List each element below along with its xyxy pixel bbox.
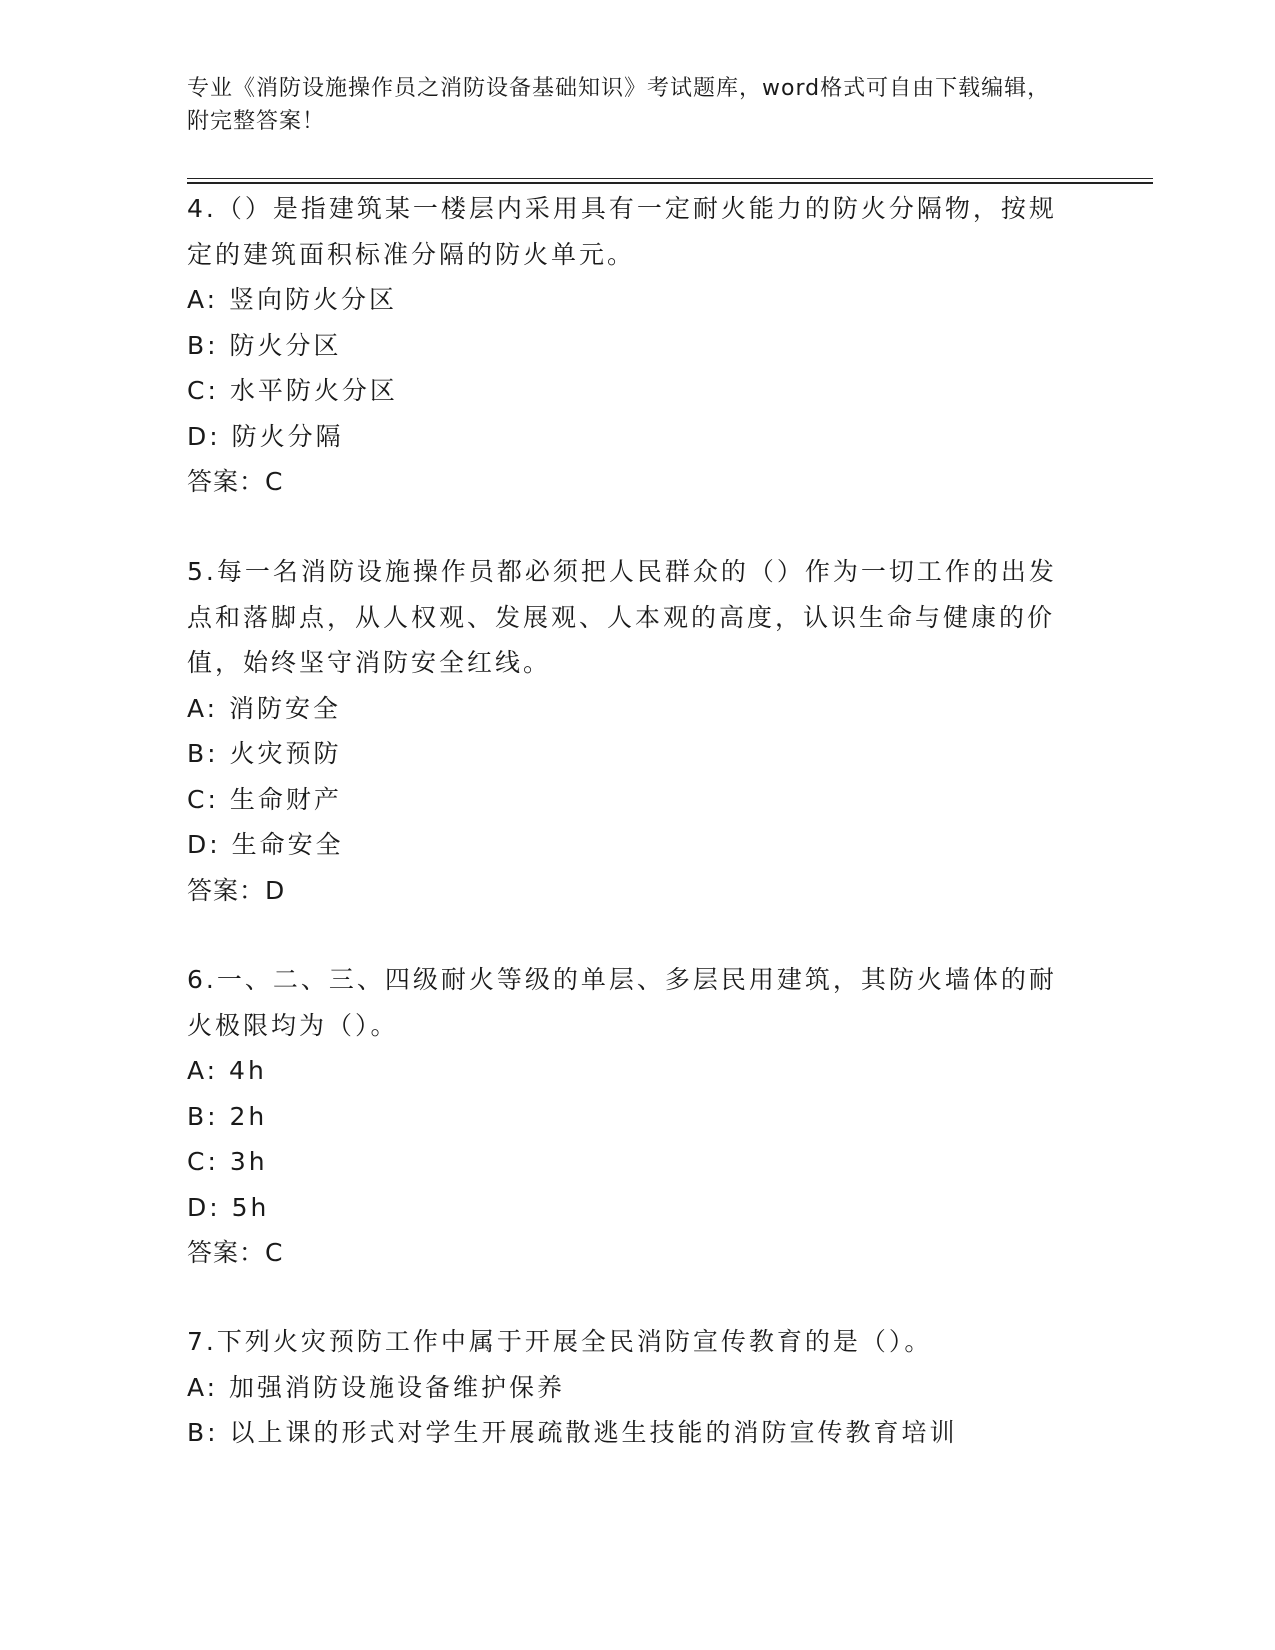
option-key: B:	[187, 1418, 219, 1447]
option-b	[187, 1410, 1067, 1456]
option-key: A:	[187, 693, 219, 723]
option-text: 火灾预防	[229, 739, 342, 768]
document-header: 专业《消防设施操作员之消防设备基础知识》考试题库，word格式可自由下载编辑，附完整答案！	[187, 76, 1051, 134]
header-rule-thin	[187, 178, 1153, 179]
option-text: 3h	[229, 1147, 268, 1176]
option-text: 以上课的形式对学生开展疏散逃生技能的消防宣传教育培训	[229, 1418, 958, 1447]
option-text: 5h	[231, 1192, 270, 1222]
option-text: 防火分区	[229, 330, 342, 360]
option-key: D:	[187, 421, 221, 451]
option-a	[187, 1048, 1067, 1094]
option-key: D:	[187, 1192, 221, 1222]
question-7	[187, 1319, 1067, 1456]
option-a	[187, 277, 1067, 323]
option-text: 4h	[229, 1056, 267, 1085]
option-key: C:	[187, 376, 219, 405]
question-stem: 4.（）是指建筑某一楼层内采用具有一定耐火能力的防火分隔物，按规定的建筑面积标准分隔的防火单元。	[187, 194, 1057, 269]
answer-label: 答案：C	[187, 467, 284, 496]
option-d	[187, 1185, 1067, 1231]
option-text: 水平防火分区	[229, 376, 398, 405]
option-key: B:	[187, 330, 219, 360]
option-key: A:	[187, 285, 219, 314]
question-5	[187, 549, 1067, 913]
option-text: 生命安全	[231, 830, 344, 859]
option-key: D:	[187, 830, 221, 859]
question-6	[187, 957, 1067, 1276]
option-text: 2h	[229, 1101, 268, 1131]
answer-label: 答案：D	[187, 875, 286, 905]
option-b	[187, 1094, 1067, 1140]
option-c	[187, 368, 1067, 414]
option-key: B:	[187, 739, 219, 768]
option-text: 生命财产	[229, 784, 342, 814]
option-d	[187, 414, 1067, 460]
question-4	[187, 186, 1067, 505]
option-text: 防火分隔	[231, 421, 344, 451]
option-d	[187, 822, 1067, 868]
question-stem: 6.一、二、三、四级耐火等级的单层、多层民用建筑，其防火墙体的耐火极限均为（）。	[187, 965, 1057, 1040]
option-text: 加强消防设施设备维护保养	[229, 1372, 566, 1402]
option-key: A:	[187, 1372, 219, 1402]
option-text: 竖向防火分区	[229, 285, 398, 314]
answer-label: 答案：C	[187, 1238, 284, 1267]
option-c	[187, 1139, 1067, 1185]
option-a	[187, 686, 1067, 732]
option-text: 消防安全	[229, 693, 342, 723]
header-rule-thick	[187, 182, 1153, 184]
question-stem: 5.每一名消防设施操作员都必须把人民群众的（）作为一切工作的出发点和落脚点，从人权观、发展观、人本观的高度，认识生命与健康的价值，始终坚守消防安全红线。	[187, 557, 1057, 677]
option-b	[187, 323, 1067, 369]
option-a	[187, 1365, 1067, 1411]
question-stem: 7.下列火灾预防工作中属于开展全民消防宣传教育的是（）。	[187, 1327, 933, 1356]
option-c	[187, 777, 1067, 823]
option-key: B:	[187, 1101, 219, 1131]
option-key: C:	[187, 784, 219, 814]
option-key: A:	[187, 1056, 219, 1085]
option-key: C:	[187, 1147, 219, 1176]
option-b	[187, 731, 1067, 777]
